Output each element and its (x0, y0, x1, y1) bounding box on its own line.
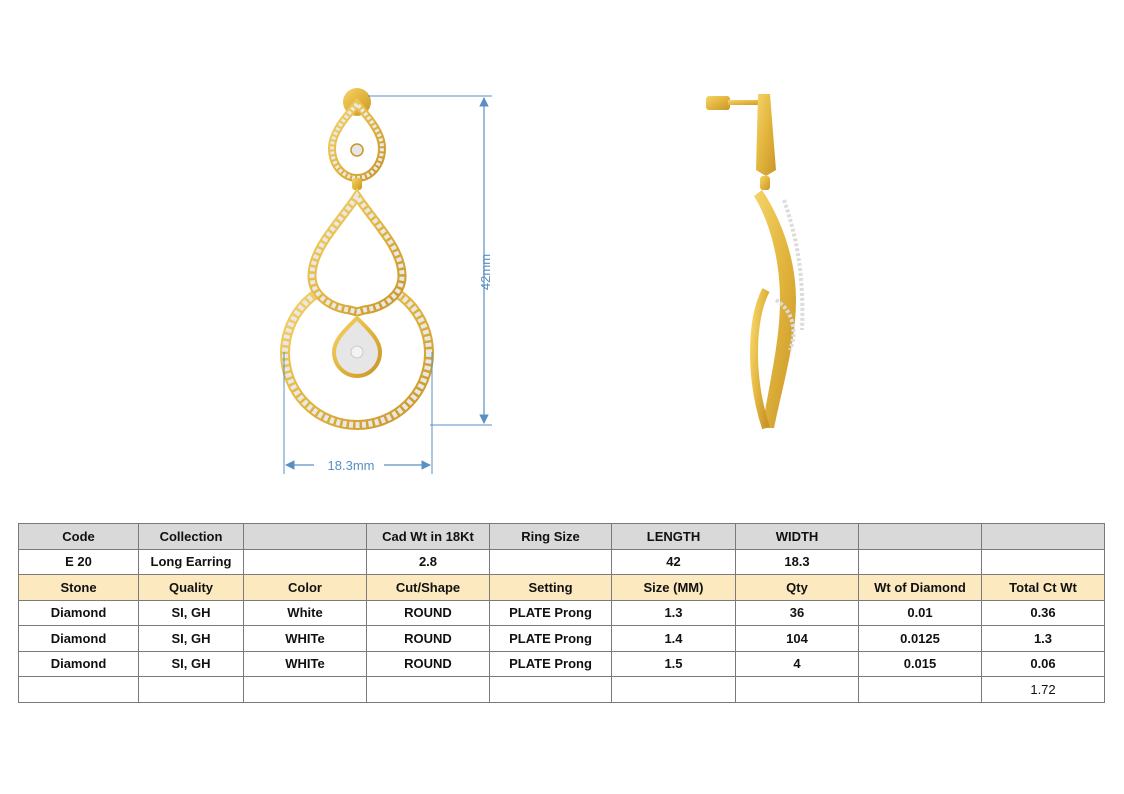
table-cell: SI, GH (139, 651, 244, 677)
table-cell: Diamond (19, 626, 139, 652)
table-cell: Cad Wt in 18Kt (367, 524, 490, 550)
table-row (19, 600, 1105, 626)
table-cell: 0.0125 (859, 626, 982, 652)
table-cell: 0.015 (859, 651, 982, 677)
table-cell (612, 677, 736, 703)
table-cell: Total Ct Wt (982, 575, 1105, 601)
height-dimension-label: 42mm (478, 253, 493, 291)
table-cell: Ring Size (490, 524, 612, 550)
table-cell: ROUND (367, 626, 490, 652)
table-cell (19, 677, 139, 703)
table-cell: Code (19, 524, 139, 550)
table-cell: 42 (612, 549, 736, 575)
table-cell (982, 524, 1105, 550)
table-cell: 36 (736, 600, 859, 626)
table-cell: Qty (736, 575, 859, 601)
total-row (19, 677, 1105, 703)
table-row (19, 626, 1105, 652)
table-cell: 2.8 (367, 549, 490, 575)
table-cell: 0.01 (859, 600, 982, 626)
table-cell: WIDTH (736, 524, 859, 550)
table-cell: SI, GH (139, 600, 244, 626)
table-cell: 1.5 (612, 651, 736, 677)
table-cell (859, 524, 982, 550)
table-cell: Quality (139, 575, 244, 601)
table-cell (736, 677, 859, 703)
stone-header-row (19, 575, 1105, 601)
table-cell: White (244, 600, 367, 626)
table-cell: 0.36 (982, 600, 1105, 626)
table-cell: WHITe (244, 651, 367, 677)
table-cell: Stone (19, 575, 139, 601)
table-header-row (19, 524, 1105, 550)
table-cell: Wt of Diamond (859, 575, 982, 601)
table-cell: PLATE Prong (490, 626, 612, 652)
table-cell: 1.3 (612, 600, 736, 626)
table-cell: PLATE Prong (490, 600, 612, 626)
table-cell (982, 549, 1105, 575)
side-view-earring (706, 94, 802, 428)
table-cell: WHITe (244, 626, 367, 652)
table-cell (139, 677, 244, 703)
table-cell (490, 549, 612, 575)
table-cell: Setting (490, 575, 612, 601)
table-cell: ROUND (367, 651, 490, 677)
table-cell: PLATE Prong (490, 651, 612, 677)
table-row (19, 651, 1105, 677)
table-cell: 18.3 (736, 549, 859, 575)
specification-table (18, 523, 1105, 703)
table-cell: SI, GH (139, 626, 244, 652)
table-cell: 1.4 (612, 626, 736, 652)
table-cell: Color (244, 575, 367, 601)
table-cell (244, 549, 367, 575)
table-cell: 0.06 (982, 651, 1105, 677)
table-cell: Diamond (19, 651, 139, 677)
table-cell: Diamond (19, 600, 139, 626)
table-cell: 104 (736, 626, 859, 652)
table-cell: Cut/Shape (367, 575, 490, 601)
table-cell: Long Earring (139, 549, 244, 575)
table-cell (859, 677, 982, 703)
table-cell (244, 677, 367, 703)
table-cell (859, 549, 982, 575)
table-cell: LENGTH (612, 524, 736, 550)
width-dimension-label: 18.3mm (327, 458, 375, 473)
table-cell: 4 (736, 651, 859, 677)
table-cell: 1.3 (982, 626, 1105, 652)
table-cell: E 20 (19, 549, 139, 575)
table-cell: Size (MM) (612, 575, 736, 601)
table-cell (244, 524, 367, 550)
front-view-earring (285, 88, 429, 425)
table-row (19, 549, 1105, 575)
table-cell: Collection (139, 524, 244, 550)
total-carat-weight: 1.72 (982, 677, 1105, 703)
table-cell (490, 677, 612, 703)
table-cell (367, 677, 490, 703)
table-cell: ROUND (367, 600, 490, 626)
